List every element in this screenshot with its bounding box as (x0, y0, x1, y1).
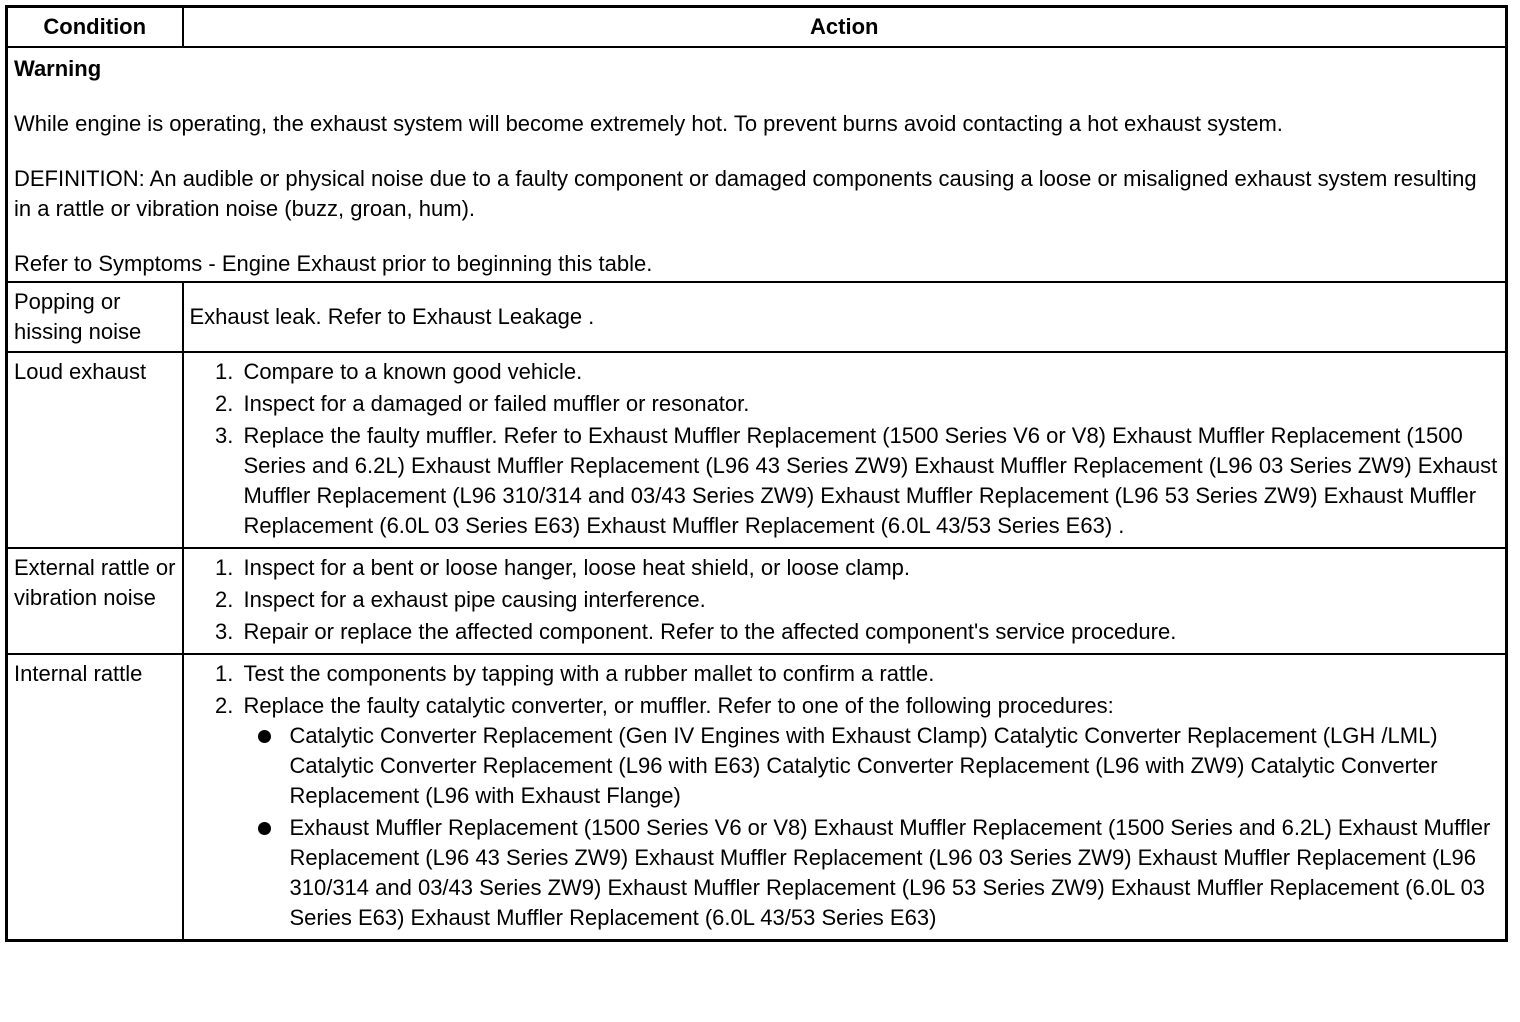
intro-row (7, 47, 1507, 282)
condition-cell: Loud exhaust (7, 352, 183, 548)
action-header: Action (183, 7, 1507, 48)
step-item: 1. Inspect for a bent or loose hanger, loose heat shield, or loose clamp. (240, 553, 1500, 583)
step-item: 2. Inspect for a exhaust pipe causing interference. (240, 585, 1500, 615)
step-item: 1. Test the components by tapping with a rubber mallet to confirm a rattle. (240, 659, 1500, 689)
warning-title: Warning (14, 56, 102, 81)
step-list (190, 659, 1500, 933)
table-row (7, 352, 1507, 548)
definition-text: DEFINITION: An audible or physical noise due to a faulty component or damaged components causing a loose or misaligned exhaust system resulting in a rattle or vibration noise (buzz, groan, hum). (14, 166, 1477, 221)
warning-text: While engine is operating, the exhaust system will become extremely hot. To prevent burns avoid contacting a hot exhaust system. (14, 111, 1283, 136)
step-item (240, 691, 1500, 933)
procedure-item: Catalytic Converter Replacement (Gen IV Engines with Exhaust Clamp) Catalytic Converter Replacement (LGH /LML) Catalytic Converter Replacement (L96 with E63) Catalytic Converter Replacement (L96 with ZW9) Catalytic Converter Replacement (L96 with Exhaust Flange) (290, 721, 1500, 811)
condition-cell: Popping or hissing noise (7, 282, 183, 352)
procedure-item: Exhaust Muffler Replacement (1500 Series V6 or V8) Exhaust Muffler Replacement (1500 Series and 6.2L) Exhaust Muffler Replacement (L96 43 Series ZW9) Exhaust Muffler Replacement (L96 03 Series ZW9) Exhaust Muffler Replacement (L96 310/314 and 03/43 Series ZW9) Exhaust Muffler Replacement (L96 53 Series ZW9) Exhaust Muffler Replacement (6.0L 03 Series E63) Exhaust Muffler Replacement (6.0L 43/53 Series E63) (290, 813, 1500, 933)
step-item: 3. Repair or replace the affected component. Refer to the affected component's service procedure. (240, 617, 1500, 647)
step-item: 1. Compare to a known good vehicle. (240, 357, 1500, 387)
condition-cell: External rattle or vibration noise (7, 548, 183, 654)
action-cell (183, 548, 1507, 654)
action-cell: Exhaust leak. Refer to Exhaust Leakage . (183, 282, 1507, 352)
action-cell (183, 352, 1507, 548)
table-row (7, 548, 1507, 654)
condition-cell: Internal rattle (7, 654, 183, 941)
condition-header: Condition (7, 7, 183, 48)
table-row (7, 654, 1507, 941)
step-text: Replace the faulty catalytic converter, or muffler. Refer to one of the following procedures: (243, 693, 1114, 718)
header-row (7, 7, 1507, 48)
refer-text: Refer to Symptoms - Engine Exhaust prior to beginning this table. (14, 251, 653, 276)
step-list (190, 553, 1500, 647)
table-row (7, 282, 1507, 352)
diagnostic-table (5, 5, 1508, 942)
procedure-list (244, 721, 1500, 933)
intro-cell (7, 47, 1507, 282)
step-list (190, 357, 1500, 541)
step-item: 3. Replace the faulty muffler. Refer to Exhaust Muffler Replacement (1500 Series V6 or V8) Exhaust Muffler Replacement (1500 Series and 6.2L) Exhaust Muffler Replacement (L96 43 Series ZW9) Exhaust Muffler Replacement (L96 03 Series ZW9) Exhaust Muffler Replacement (L96 310/314 and 03/43 Series ZW9) Exhaust Muffler Replacement (L96 53 Series ZW9) Exhaust Muffler Replacement (6.0L 03 Series E63) Exhaust Muffler Replacement (6.0L 43/53 Series E63) . (240, 421, 1500, 541)
action-cell (183, 654, 1507, 941)
step-item: 2. Inspect for a damaged or failed muffler or resonator. (240, 389, 1500, 419)
